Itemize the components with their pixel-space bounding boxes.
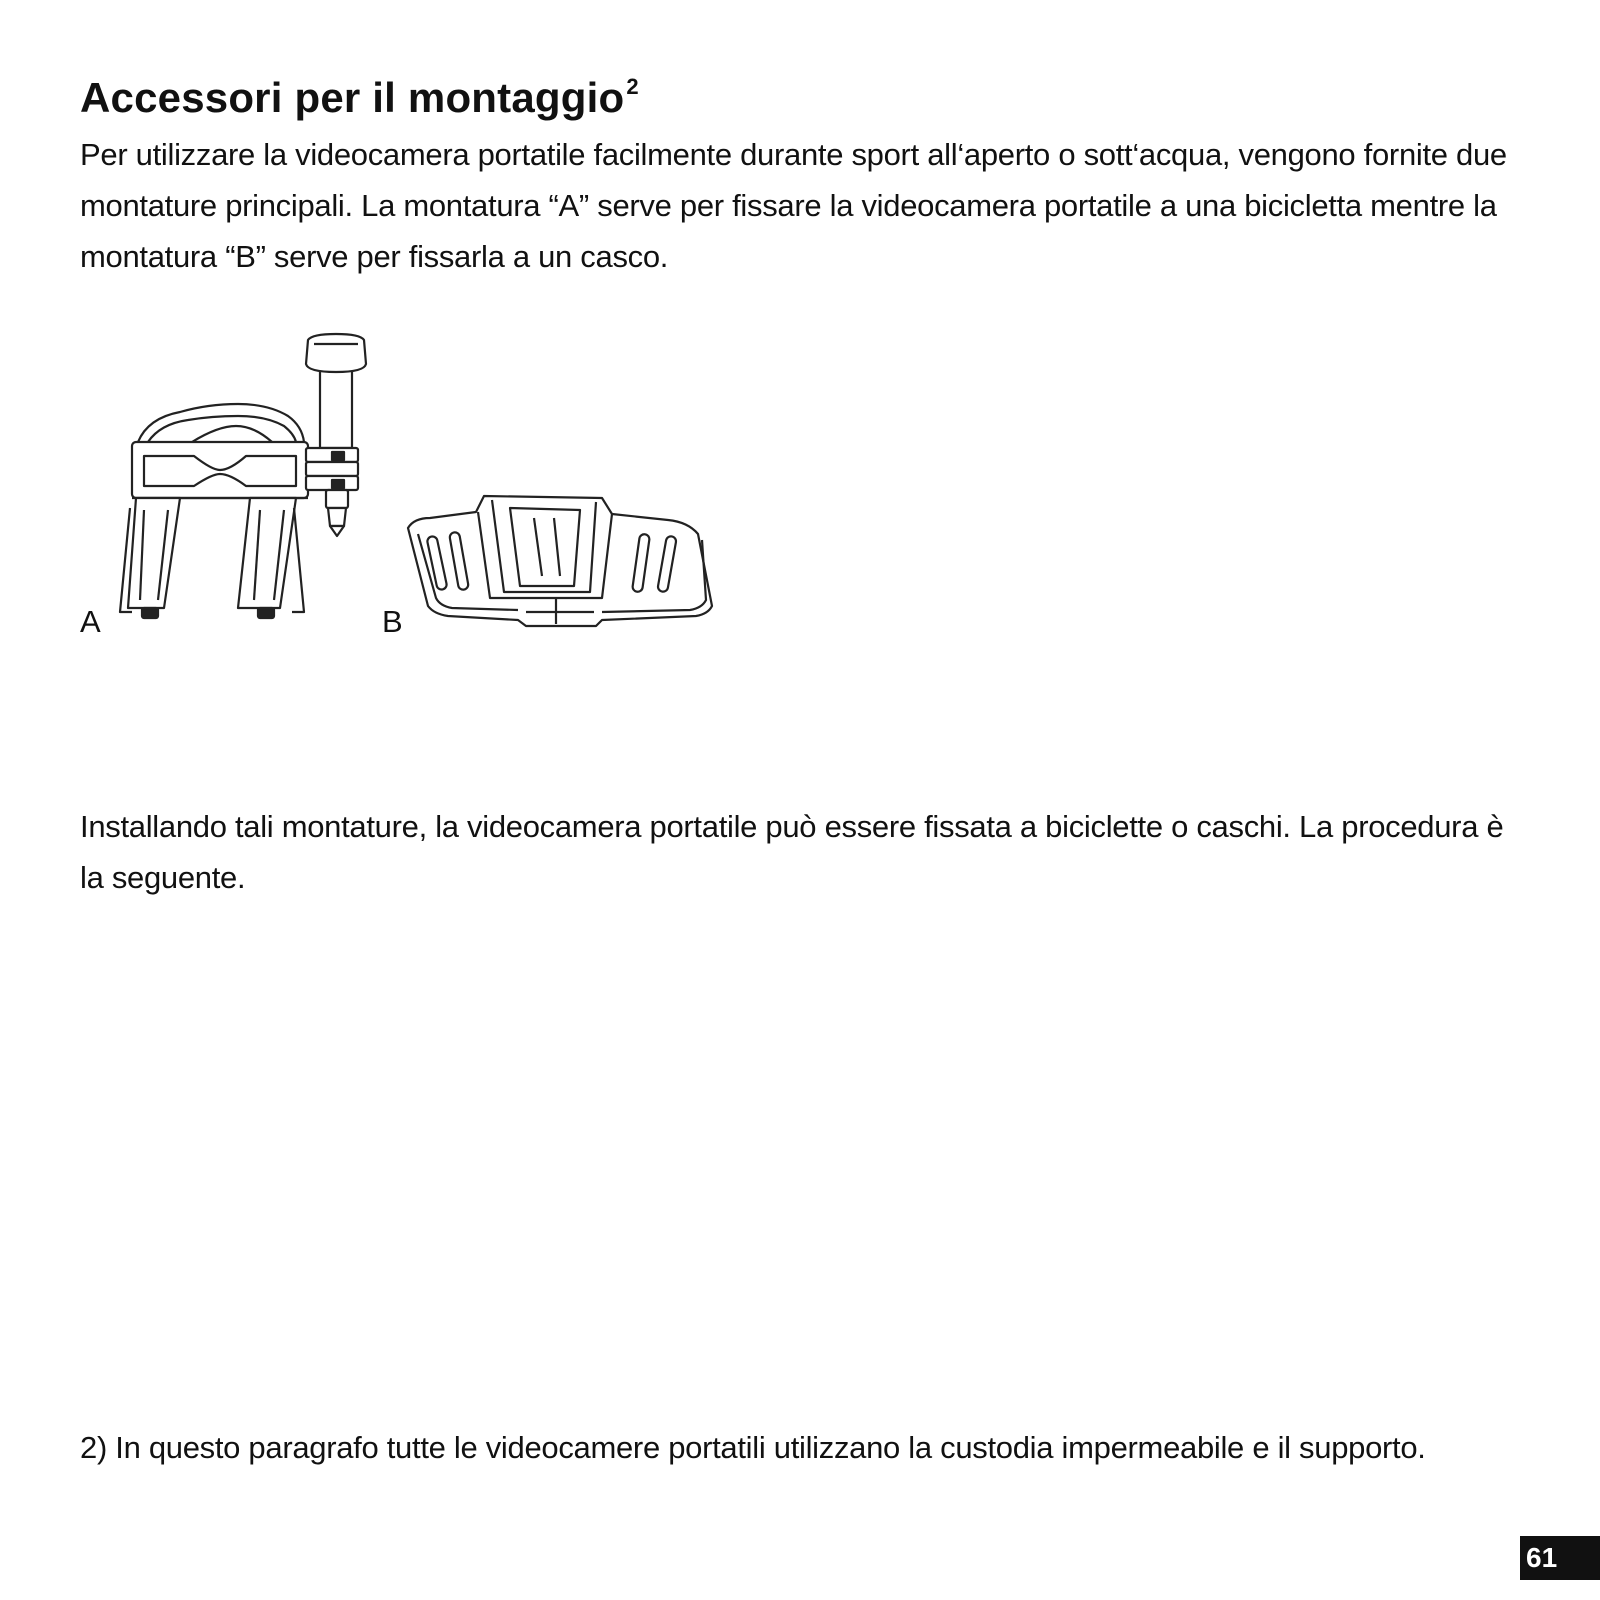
helmet-mount-illustration [406, 488, 718, 634]
page-number: 61 [1520, 1536, 1600, 1580]
section-heading [80, 72, 639, 124]
figure-label-b: B [382, 604, 403, 639]
section-heading-text: Accessori per il montaggio [80, 74, 625, 121]
footnote-reference: 2 [626, 74, 639, 99]
figure-label-a: A [80, 604, 101, 639]
installation-paragraph: Installando tali montature, la videocamera portatile può essere fissata a biciclette o caschi. La procedura è la seguente. [80, 809, 1504, 895]
intro-paragraph: Per utilizzare la videocamera portatile facilmente durante sport all‘aperto o sott‘acqua, vengono fornite due montature principali. La montatura “A” serve per fissare la videocamera portatile a una bicicletta mentre la montatura “B” serve per fissarla a un casco. [80, 137, 1507, 274]
bicycle-mount-illustration [108, 330, 376, 632]
footnote-text: 2) In questo paragrafo tutte le videocamere portatili utilizzano la custodia impermeabile e il supporto. [80, 1430, 1426, 1465]
